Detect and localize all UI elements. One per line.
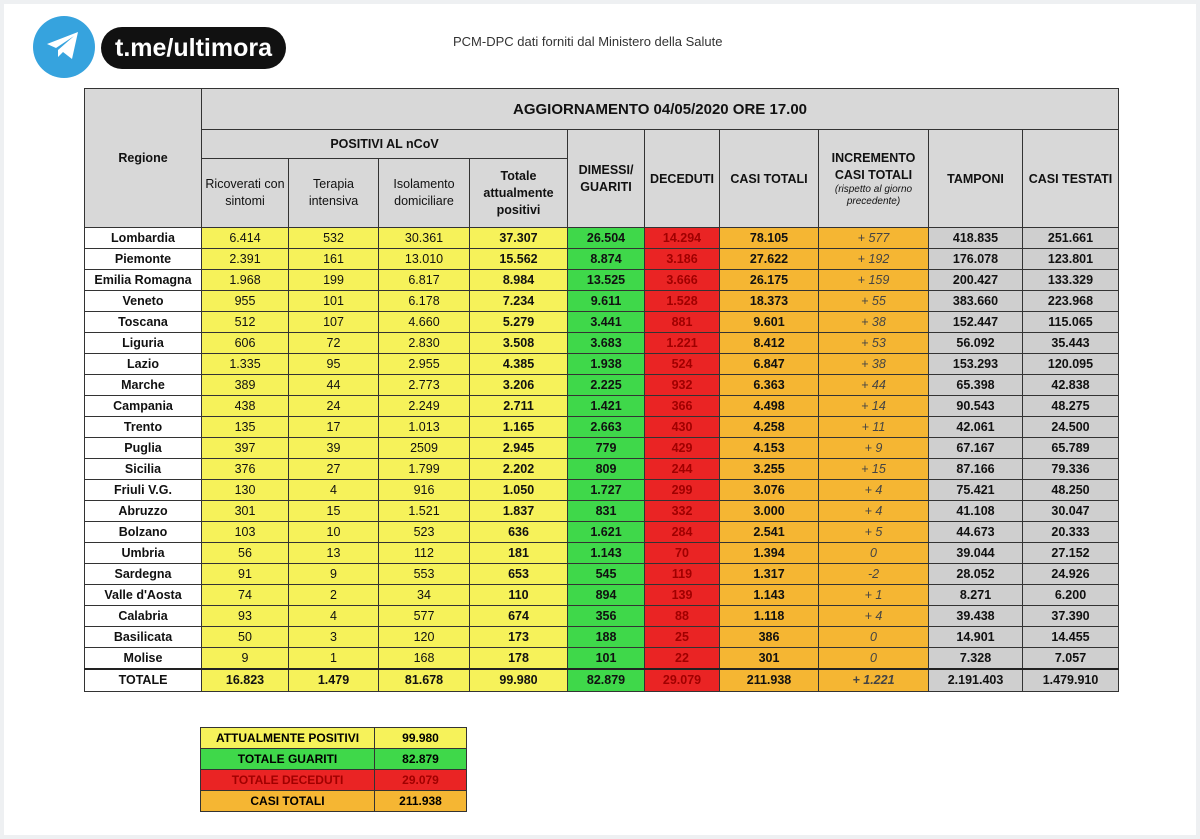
total-row [85,669,1119,692]
deceduti-cell: 299 [645,480,720,501]
deceduti-cell: 244 [645,459,720,480]
dimessi-cell: 1.727 [568,480,645,501]
incremento-cell: + 9 [819,438,929,459]
casi-totali-cell: 6.363 [720,375,819,396]
table-row [85,585,1119,606]
incremento-cell: + 4 [819,480,929,501]
ricoverati-cell: 16.823 [202,669,289,692]
casi-testati-cell: 79.336 [1023,459,1119,480]
casi-testati-cell: 37.390 [1023,606,1119,627]
terapia-cell: 101 [289,291,379,312]
ricoverati-cell: 301 [202,501,289,522]
casi-totali-cell: 3.255 [720,459,819,480]
deceduti-header: DECEDUTI [645,130,720,228]
casi-testati-cell: 7.057 [1023,648,1119,670]
totale-positivi-cell: 2.945 [470,438,568,459]
ricoverati-cell: 512 [202,312,289,333]
covid-regions-table [84,88,1119,692]
casi-totali-cell: 1.118 [720,606,819,627]
totale-positivi-cell: 7.234 [470,291,568,312]
casi-testati-cell: 14.455 [1023,627,1119,648]
region-cell: Lombardia [85,228,202,249]
isolamento-cell: 112 [379,543,470,564]
dimessi-cell: 2.663 [568,417,645,438]
channel-link[interactable]: t.me/ultimora [101,27,286,69]
incremento-cell: 0 [819,543,929,564]
table-row [85,648,1119,670]
table-row [85,291,1119,312]
deceduti-cell: 524 [645,354,720,375]
dimessi-cell: 3.683 [568,333,645,354]
casi-totali-cell: 4.498 [720,396,819,417]
deceduti-cell: 22 [645,648,720,670]
casi-totali-cell: 2.541 [720,522,819,543]
deceduti-cell: 3.186 [645,249,720,270]
incremento-cell: + 4 [819,501,929,522]
totale-positivi-cell: 653 [470,564,568,585]
totale-positivi-cell: 173 [470,627,568,648]
incremento-cell: + 14 [819,396,929,417]
ricoverati-header: Ricoverati con sintomi [202,159,289,228]
deceduti-cell: 881 [645,312,720,333]
casi-totali-cell: 78.105 [720,228,819,249]
casi-testati-cell: 35.443 [1023,333,1119,354]
terapia-cell: 17 [289,417,379,438]
casi-testati-cell: 223.968 [1023,291,1119,312]
isolamento-cell: 4.660 [379,312,470,333]
ricoverati-cell: 91 [202,564,289,585]
region-cell: Lazio [85,354,202,375]
incremento-cell: + 53 [819,333,929,354]
terapia-cell: 532 [289,228,379,249]
terapia-cell: 44 [289,375,379,396]
incremento-cell: + 159 [819,270,929,291]
isolamento-header: Isolamento domiciliare [379,159,470,228]
positivi-group-header: POSITIVI AL nCoV [202,130,568,159]
table-row [85,270,1119,291]
dimessi-cell: 101 [568,648,645,670]
tamponi-cell: 418.835 [929,228,1023,249]
region-cell: Campania [85,396,202,417]
ricoverati-cell: 93 [202,606,289,627]
summary-body [201,728,467,812]
dimessi-cell: 1.143 [568,543,645,564]
region-cell: Veneto [85,291,202,312]
table-row [85,543,1119,564]
terapia-cell: 107 [289,312,379,333]
tamponi-cell: 67.167 [929,438,1023,459]
terapia-cell: 1 [289,648,379,670]
ricoverati-cell: 389 [202,375,289,396]
summary-label: TOTALE DECEDUTI [201,770,375,791]
summary-value: 211.938 [375,791,467,812]
region-cell: Calabria [85,606,202,627]
update-banner: AGGIORNAMENTO 04/05/2020 ORE 17.00 [202,89,1119,130]
ricoverati-cell: 397 [202,438,289,459]
tamponi-cell: 39.438 [929,606,1023,627]
ricoverati-cell: 74 [202,585,289,606]
deceduti-cell: 284 [645,522,720,543]
table-row [85,480,1119,501]
tamponi-cell: 7.328 [929,648,1023,670]
dimessi-cell: 1.421 [568,396,645,417]
incremento-cell: -2 [819,564,929,585]
casi-testati-header: CASI TESTATI [1023,130,1119,228]
tamponi-cell: 153.293 [929,354,1023,375]
summary-row [201,749,467,770]
tamponi-cell: 44.673 [929,522,1023,543]
table-row [85,459,1119,480]
casi-totali-cell: 4.258 [720,417,819,438]
incremento-cell: + 4 [819,606,929,627]
isolamento-cell: 168 [379,648,470,670]
casi-testati-cell: 48.275 [1023,396,1119,417]
region-cell: Trento [85,417,202,438]
dimessi-cell: 894 [568,585,645,606]
region-cell: Liguria [85,333,202,354]
deceduti-cell: 29.079 [645,669,720,692]
casi-totali-cell: 1.143 [720,585,819,606]
totale-positivi-cell: 4.385 [470,354,568,375]
isolamento-cell: 2.955 [379,354,470,375]
incremento-cell: + 1 [819,585,929,606]
ricoverati-cell: 606 [202,333,289,354]
totale-positivi-cell: 1.050 [470,480,568,501]
dimessi-cell: 13.525 [568,270,645,291]
terapia-cell: 10 [289,522,379,543]
terapia-cell: 1.479 [289,669,379,692]
isolamento-cell: 2509 [379,438,470,459]
isolamento-cell: 30.361 [379,228,470,249]
region-cell: Sicilia [85,459,202,480]
ricoverati-cell: 376 [202,459,289,480]
totale-positivi-cell: 37.307 [470,228,568,249]
deceduti-cell: 14.294 [645,228,720,249]
isolamento-cell: 1.013 [379,417,470,438]
casi-testati-cell: 27.152 [1023,543,1119,564]
table-row [85,606,1119,627]
casi-testati-cell: 120.095 [1023,354,1119,375]
region-cell: Emilia Romagna [85,270,202,291]
ricoverati-cell: 135 [202,417,289,438]
casi-totali-cell: 8.412 [720,333,819,354]
casi-testati-cell: 133.329 [1023,270,1119,291]
table-row [85,312,1119,333]
terapia-cell: 15 [289,501,379,522]
isolamento-cell: 1.521 [379,501,470,522]
terapia-cell: 2 [289,585,379,606]
tamponi-cell: 56.092 [929,333,1023,354]
deceduti-cell: 366 [645,396,720,417]
dimessi-cell: 779 [568,438,645,459]
totale-positivi-cell: 15.562 [470,249,568,270]
table-row [85,396,1119,417]
ricoverati-cell: 56 [202,543,289,564]
deceduti-cell: 429 [645,438,720,459]
table-row [85,333,1119,354]
totale-positivi-cell: 110 [470,585,568,606]
terapia-cell: 4 [289,606,379,627]
deceduti-cell: 70 [645,543,720,564]
terapia-cell: 95 [289,354,379,375]
tamponi-cell: 87.166 [929,459,1023,480]
casi-testati-cell: 48.250 [1023,480,1119,501]
table-row [85,564,1119,585]
terapia-cell: 39 [289,438,379,459]
tamponi-cell: 41.108 [929,501,1023,522]
isolamento-cell: 81.678 [379,669,470,692]
incremento-cell: + 192 [819,249,929,270]
summary-label: ATTUALMENTE POSITIVI [201,728,375,749]
dimessi-cell: 1.621 [568,522,645,543]
region-cell: Puglia [85,438,202,459]
deceduti-cell: 88 [645,606,720,627]
isolamento-cell: 916 [379,480,470,501]
region-cell: Sardegna [85,564,202,585]
deceduti-cell: 119 [645,564,720,585]
totale-positivi-cell: 2.202 [470,459,568,480]
casi-totali-cell: 26.175 [720,270,819,291]
table-body [85,228,1119,692]
dimessi-header: DIMESSI/ GUARITI [568,130,645,228]
casi-totali-cell: 301 [720,648,819,670]
totale-positivi-cell: 99.980 [470,669,568,692]
ricoverati-cell: 438 [202,396,289,417]
region-cell: Marche [85,375,202,396]
summary-table [200,727,467,812]
table-row [85,522,1119,543]
region-cell: Basilicata [85,627,202,648]
casi-totali-cell: 6.847 [720,354,819,375]
terapia-cell: 3 [289,627,379,648]
table-row [85,249,1119,270]
region-cell: Bolzano [85,522,202,543]
ricoverati-cell: 2.391 [202,249,289,270]
isolamento-cell: 1.799 [379,459,470,480]
dimessi-cell: 26.504 [568,228,645,249]
region-cell: Friuli V.G. [85,480,202,501]
ricoverati-cell: 9 [202,648,289,670]
ricoverati-cell: 50 [202,627,289,648]
totale-positivi-cell: 636 [470,522,568,543]
casi-testati-cell: 24.926 [1023,564,1119,585]
region-cell: Toscana [85,312,202,333]
tamponi-cell: 42.061 [929,417,1023,438]
summary-row [201,728,467,749]
incremento-cell: + 55 [819,291,929,312]
isolamento-cell: 523 [379,522,470,543]
totale-positivi-cell: 178 [470,648,568,670]
casi-totali-cell: 18.373 [720,291,819,312]
casi-totali-cell: 9.601 [720,312,819,333]
terapia-header: Terapia intensiva [289,159,379,228]
deceduti-cell: 25 [645,627,720,648]
isolamento-cell: 553 [379,564,470,585]
casi-totali-cell: 4.153 [720,438,819,459]
incremento-cell: 0 [819,648,929,670]
terapia-cell: 199 [289,270,379,291]
dimessi-cell: 545 [568,564,645,585]
casi-testati-cell: 65.789 [1023,438,1119,459]
incremento-cell: + 1.221 [819,669,929,692]
incremento-cell: + 44 [819,375,929,396]
casi-totali-cell: 1.317 [720,564,819,585]
isolamento-cell: 2.773 [379,375,470,396]
tamponi-cell: 65.398 [929,375,1023,396]
terapia-cell: 72 [289,333,379,354]
isolamento-cell: 13.010 [379,249,470,270]
totale-positivi-cell: 3.206 [470,375,568,396]
table-row [85,228,1119,249]
ricoverati-cell: 955 [202,291,289,312]
table-row [85,438,1119,459]
table-row [85,627,1119,648]
region-cell: Piemonte [85,249,202,270]
paper-plane-icon [45,30,81,62]
isolamento-cell: 120 [379,627,470,648]
deceduti-cell: 3.666 [645,270,720,291]
isolamento-cell: 6.817 [379,270,470,291]
isolamento-cell: 2.830 [379,333,470,354]
casi-testati-cell: 20.333 [1023,522,1119,543]
totale-positivi-cell: 1.165 [470,417,568,438]
tamponi-cell: 176.078 [929,249,1023,270]
summary-row [201,770,467,791]
tamponi-cell: 14.901 [929,627,1023,648]
incremento-cell: + 15 [819,459,929,480]
terapia-cell: 9 [289,564,379,585]
deceduti-cell: 139 [645,585,720,606]
isolamento-cell: 577 [379,606,470,627]
incremento-cell: + 11 [819,417,929,438]
ricoverati-cell: 1.335 [202,354,289,375]
dimessi-cell: 809 [568,459,645,480]
casi-testati-cell: 6.200 [1023,585,1119,606]
casi-testati-cell: 24.500 [1023,417,1119,438]
tamponi-header: TAMPONI [929,130,1023,228]
totale-positivi-cell: 5.279 [470,312,568,333]
summary-label: TOTALE GUARITI [201,749,375,770]
summary-row [201,791,467,812]
summary-value: 99.980 [375,728,467,749]
table-row [85,417,1119,438]
region-cell: Valle d'Aosta [85,585,202,606]
casi-totali-cell: 27.622 [720,249,819,270]
incremento-label: INCREMENTO CASI TOTALI [831,150,916,182]
totale-positivi-cell: 674 [470,606,568,627]
region-header: Regione [85,89,202,228]
ricoverati-cell: 6.414 [202,228,289,249]
casi-testati-cell: 251.661 [1023,228,1119,249]
dimessi-cell: 82.879 [568,669,645,692]
tamponi-cell: 2.191.403 [929,669,1023,692]
terapia-cell: 27 [289,459,379,480]
source-caption: PCM-DPC dati forniti dal Ministero della Salute [453,34,723,49]
region-cell: Abruzzo [85,501,202,522]
casi-testati-cell: 42.838 [1023,375,1119,396]
tamponi-cell: 39.044 [929,543,1023,564]
isolamento-cell: 6.178 [379,291,470,312]
summary-value: 82.879 [375,749,467,770]
incremento-header [819,130,929,228]
totale-positivi-cell: 8.984 [470,270,568,291]
casi-totali-header: CASI TOTALI [720,130,819,228]
region-cell: Umbria [85,543,202,564]
deceduti-cell: 332 [645,501,720,522]
incremento-note: (rispetto al giorno precedente) [834,183,913,207]
tamponi-cell: 152.447 [929,312,1023,333]
casi-totali-cell: 3.000 [720,501,819,522]
terapia-cell: 24 [289,396,379,417]
tamponi-cell: 90.543 [929,396,1023,417]
tamponi-cell: 383.660 [929,291,1023,312]
dimessi-cell: 188 [568,627,645,648]
casi-testati-cell: 115.065 [1023,312,1119,333]
isolamento-cell: 34 [379,585,470,606]
dimessi-cell: 2.225 [568,375,645,396]
totale-positivi-cell: 3.508 [470,333,568,354]
terapia-cell: 161 [289,249,379,270]
tamponi-cell: 8.271 [929,585,1023,606]
dimessi-cell: 831 [568,501,645,522]
incremento-cell: + 38 [819,312,929,333]
isolamento-cell: 2.249 [379,396,470,417]
terapia-cell: 13 [289,543,379,564]
casi-testati-cell: 30.047 [1023,501,1119,522]
casi-totali-cell: 1.394 [720,543,819,564]
ricoverati-cell: 130 [202,480,289,501]
totale-positivi-cell: 2.711 [470,396,568,417]
deceduti-cell: 932 [645,375,720,396]
dimessi-cell: 9.611 [568,291,645,312]
dimessi-cell: 8.874 [568,249,645,270]
casi-totali-cell: 211.938 [720,669,819,692]
summary-label: CASI TOTALI [201,791,375,812]
table-row [85,375,1119,396]
telegram-logo [33,16,95,78]
totale-positivi-cell: 181 [470,543,568,564]
terapia-cell: 4 [289,480,379,501]
dimessi-cell: 356 [568,606,645,627]
summary-value: 29.079 [375,770,467,791]
casi-totali-cell: 3.076 [720,480,819,501]
dimessi-cell: 3.441 [568,312,645,333]
deceduti-cell: 1.528 [645,291,720,312]
ricoverati-cell: 1.968 [202,270,289,291]
ricoverati-cell: 103 [202,522,289,543]
table-row [85,501,1119,522]
region-cell: Molise [85,648,202,670]
deceduti-cell: 430 [645,417,720,438]
tamponi-cell: 200.427 [929,270,1023,291]
incremento-cell: 0 [819,627,929,648]
table-row [85,354,1119,375]
totale-positivi-header: Totale attualmente positivi [470,159,568,228]
deceduti-cell: 1.221 [645,333,720,354]
casi-testati-cell: 123.801 [1023,249,1119,270]
incremento-cell: + 38 [819,354,929,375]
dimessi-cell: 1.938 [568,354,645,375]
casi-testati-cell: 1.479.910 [1023,669,1119,692]
totale-positivi-cell: 1.837 [470,501,568,522]
incremento-cell: + 577 [819,228,929,249]
tamponi-cell: 28.052 [929,564,1023,585]
tamponi-cell: 75.421 [929,480,1023,501]
incremento-cell: + 5 [819,522,929,543]
casi-totali-cell: 386 [720,627,819,648]
region-cell: TOTALE [85,669,202,692]
